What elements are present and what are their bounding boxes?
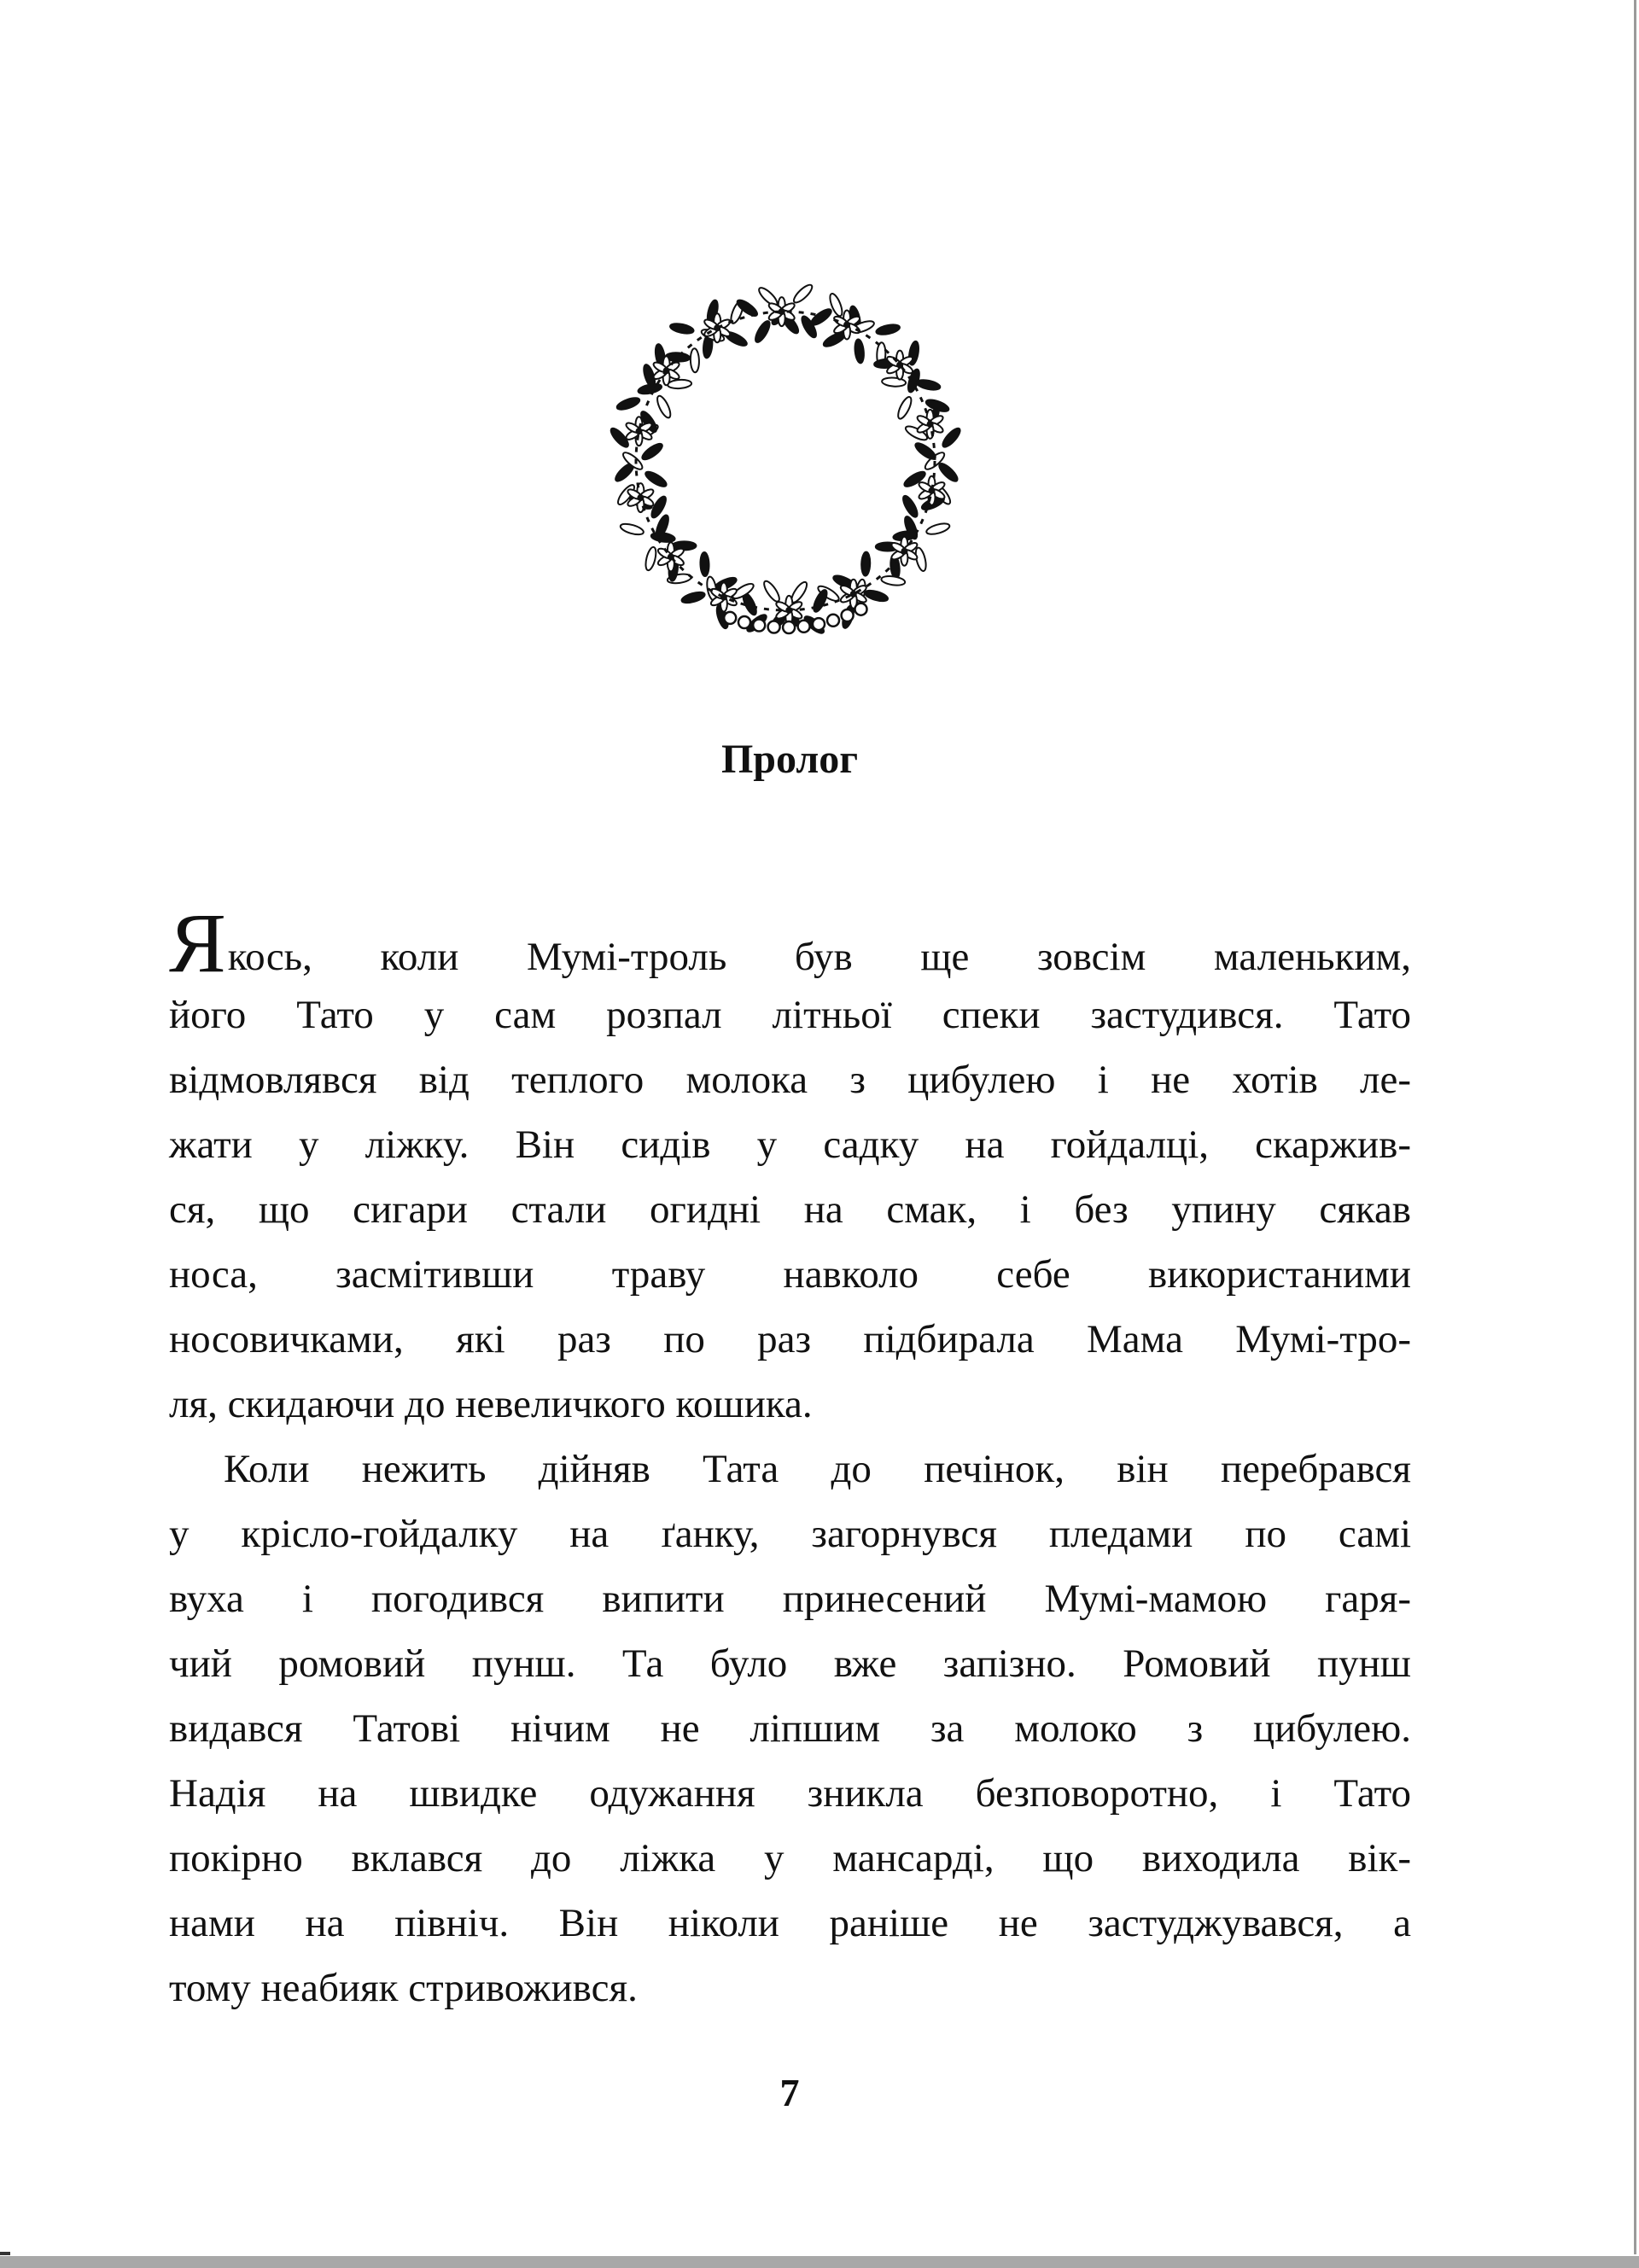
line-text: вуха і погодився випити принесений Мумі-мамою гаря-	[169, 1577, 1411, 1621]
text-line	[169, 1307, 1411, 1372]
text-line	[169, 1112, 1411, 1177]
line-text: у крісло-гойдалку на ґанку, загорнувся пледами по самі	[169, 1512, 1411, 1556]
text-line	[169, 1566, 1411, 1631]
drop-cap: Я	[169, 895, 226, 990]
line-text: видався Татові нічим не ліпшим за молоко з цибулею.	[169, 1706, 1411, 1751]
line-text: його Тато у сам розпал літньої спеки застудився. Тато	[169, 993, 1411, 1037]
corner-mark	[0, 2252, 10, 2255]
text-line	[169, 1826, 1411, 1891]
text-line	[169, 1631, 1411, 1696]
text-line	[169, 982, 1411, 1047]
line-text: ля, скидаючи до невеличкого кошика.	[169, 1382, 813, 1426]
text-line	[169, 1891, 1411, 1956]
chapter-title: Пролог	[720, 737, 859, 782]
window-bottom-edge	[0, 2256, 1639, 2268]
line-text: Коли нежить дійняв Тата до печінок, він перебрався	[224, 1447, 1411, 1491]
text-line	[169, 1437, 1411, 1501]
line-text: нами на північ. Він ніколи раніше не застуджувався, а	[169, 1901, 1411, 1945]
line-text: чий ромовий пунш. Та було вже запізно. Ромовий пунш	[169, 1641, 1411, 1686]
line-text: покірно вклався до ліжка у мансарді, що виходила вік-	[169, 1836, 1411, 1880]
line-text: ся, що сигари стали огидні на смак, і без упину сякав	[169, 1187, 1411, 1232]
page-number: 7	[779, 2071, 800, 2114]
text-line	[169, 895, 1411, 990]
body-text	[169, 895, 1411, 2020]
line-text: носа, засмітивши траву навколо себе використаними	[169, 1252, 1411, 1297]
line-text: відмовлявся від теплого молока з цибулею і не хотів ле-	[169, 1058, 1411, 1102]
text-line	[169, 1242, 1411, 1307]
line-text: носовичками, які раз по раз підбирала Мама Мумі-тро-	[169, 1317, 1411, 1361]
text-line	[169, 1372, 1411, 1437]
text-line	[169, 1501, 1411, 1566]
text-line	[169, 1956, 1411, 2020]
text-line	[169, 1696, 1411, 1761]
text-line	[169, 1177, 1411, 1242]
text-line	[169, 1047, 1411, 1112]
line-text: кось, коли Мумі-троль був ще зовсім маленьким,	[227, 935, 1411, 979]
text-line	[169, 1761, 1411, 1826]
line-text: жати у ліжку. Він сидів у садку на гойдалці, скаржив-	[169, 1122, 1411, 1167]
line-text: тому неабияк стривожився.	[169, 1966, 638, 2010]
floral-wreath-ornament	[598, 265, 973, 666]
line-text: Надія на швидке одужання зникла безповоротно, і Тато	[169, 1771, 1411, 1816]
